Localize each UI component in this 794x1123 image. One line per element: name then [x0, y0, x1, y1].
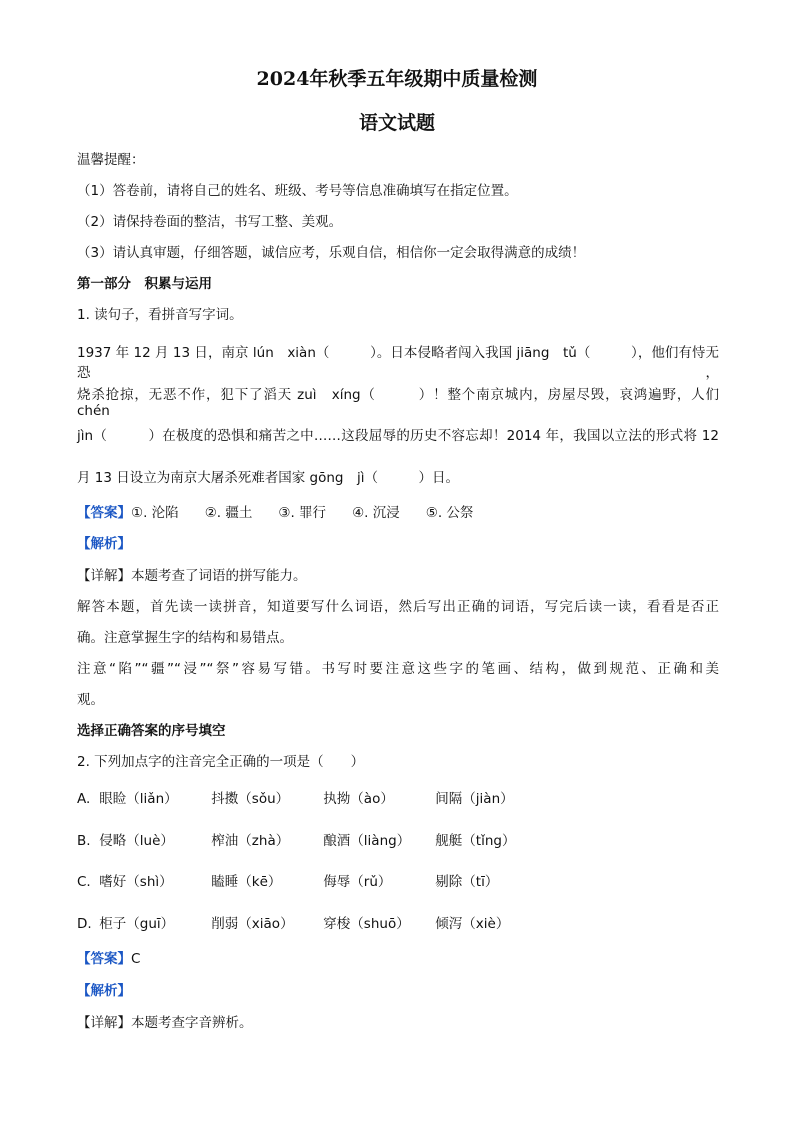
notice-item-2: （2）请保持卷面的整洁，书写工整、美观。 — [77, 214, 343, 230]
notice-item-1: （1）答卷前，请将自己的姓名、班级、考号等信息准确填写在指定位置。 — [77, 183, 518, 199]
notice-item-3: （3）请认真审题，仔细答题，诚信应考，乐观自信，相信你一定会取得满意的成绩！ — [77, 245, 586, 261]
q1-passage-line-1: 1937 年 12 月 13 日，南京 lún xiàn（ ）。日本侵略者闯入我国 jiāng tǔ（ ），他们有恃无恐， — [77, 345, 719, 381]
option-word: 瞌睡（kē） — [211, 874, 282, 890]
q1-detail — [77, 564, 307, 584]
exam-subtitle: 语文试题 — [358, 112, 435, 134]
option-letter: D. — [77, 916, 92, 932]
option-word: 倾泻（xiè） — [435, 916, 510, 932]
answer-tag: 【答案】 — [77, 505, 131, 521]
option-word: 执拗（ào） — [323, 791, 394, 807]
q1-passage-line-4: 月 13 日设立为南京大屠杀死难者国家 gōng jì（ ）日。 — [77, 470, 460, 486]
detail-tag: 【详解】 — [77, 568, 131, 584]
part1-heading: 第一部分 积累与运用 — [77, 276, 212, 292]
q1-passage-line-2: 烧杀抢掠，无恶不作，犯下了滔天 zuì xíng（ ）！整个南京城内，房屋尽毁，哀鸿遍野，人们 chén — [77, 387, 719, 419]
option-word: 嗜好（shì） — [99, 874, 173, 890]
option-word: 剔除（tī） — [435, 874, 499, 890]
option-word: 间隔（jiàn） — [435, 791, 514, 807]
option-letter: C. — [77, 874, 91, 890]
q1-explanation-line-4: 观。 — [77, 692, 104, 708]
option-word: 榨油（zhà） — [211, 833, 290, 849]
answer-item: ③. 罪行 — [278, 505, 327, 521]
q1-answer-row — [77, 501, 499, 521]
q1-passage-line-3: jìn（ ）在极度的恐惧和痛苦之中……这段屈辱的历史不容忘却！2014 年，我国以立法的形式将 12 — [77, 428, 719, 444]
answer-item: ⑤. 公祭 — [425, 505, 474, 521]
q1-stem: 1. 读句子，看拼音写字词。 — [77, 307, 243, 323]
answer-item: ④. 沉浸 — [352, 505, 400, 521]
analysis-tag: 【解析】 — [77, 983, 131, 999]
option-word: 酿酒（liàng） — [323, 833, 411, 849]
option-word: 舰艇（tǐng） — [435, 833, 516, 849]
option-letter: B. — [77, 833, 91, 849]
exam-title: 2024年秋季五年级期中质量检测 — [256, 68, 538, 90]
q1-explanation-line-1: 解答本题，首先读一读拼音，知道要写什么词语，然后写出正确的词语，写完后读一读，看看是否正 — [77, 599, 719, 615]
answer-value: C — [131, 951, 141, 967]
option-word: 抖擞（sǒu） — [211, 791, 290, 807]
notice-heading: 温馨提醒： — [77, 152, 145, 168]
q2-option-c — [77, 870, 547, 890]
detail-text: 本题考查了词语的拼写能力。 — [131, 568, 307, 584]
q2-option-d — [77, 912, 547, 932]
option-word: 柜子（guī） — [99, 916, 175, 932]
q1-explanation-line-2: 确。注意掌握生字的结构和易错点。 — [77, 630, 293, 646]
detail-text: 本题考查字音辨析。 — [131, 1015, 253, 1031]
option-letter: A. — [77, 791, 91, 807]
q1-explanation-line-3: 注意“陷”“疆”“浸”“祭”容易写错。书写时要注意这些字的笔画、结构，做到规范、正确和美 — [77, 661, 719, 677]
q2-stem: 2. 下列加点字的注音完全正确的一项是（ ） — [77, 754, 365, 770]
q2-option-b — [77, 829, 547, 849]
detail-tag: 【详解】 — [77, 1015, 131, 1031]
analysis-tag: 【解析】 — [77, 536, 131, 552]
q2-detail — [77, 1011, 253, 1031]
section2-heading: 选择正确答案的序号填空 — [77, 723, 226, 739]
q2-answer-row — [77, 947, 140, 967]
answer-tag: 【答案】 — [77, 951, 131, 967]
option-word: 侮辱（rǔ） — [323, 874, 392, 890]
q2-option-a — [77, 787, 547, 807]
answer-item: ①. 沦陷 — [131, 505, 179, 521]
option-word: 眼睑（liǎn） — [99, 791, 178, 807]
option-word: 削弱（xiāo） — [211, 916, 294, 932]
option-word: 穿梭（shuō） — [323, 916, 410, 932]
answer-item: ②. 疆土 — [204, 505, 253, 521]
option-word: 侵略（luè） — [99, 833, 174, 849]
